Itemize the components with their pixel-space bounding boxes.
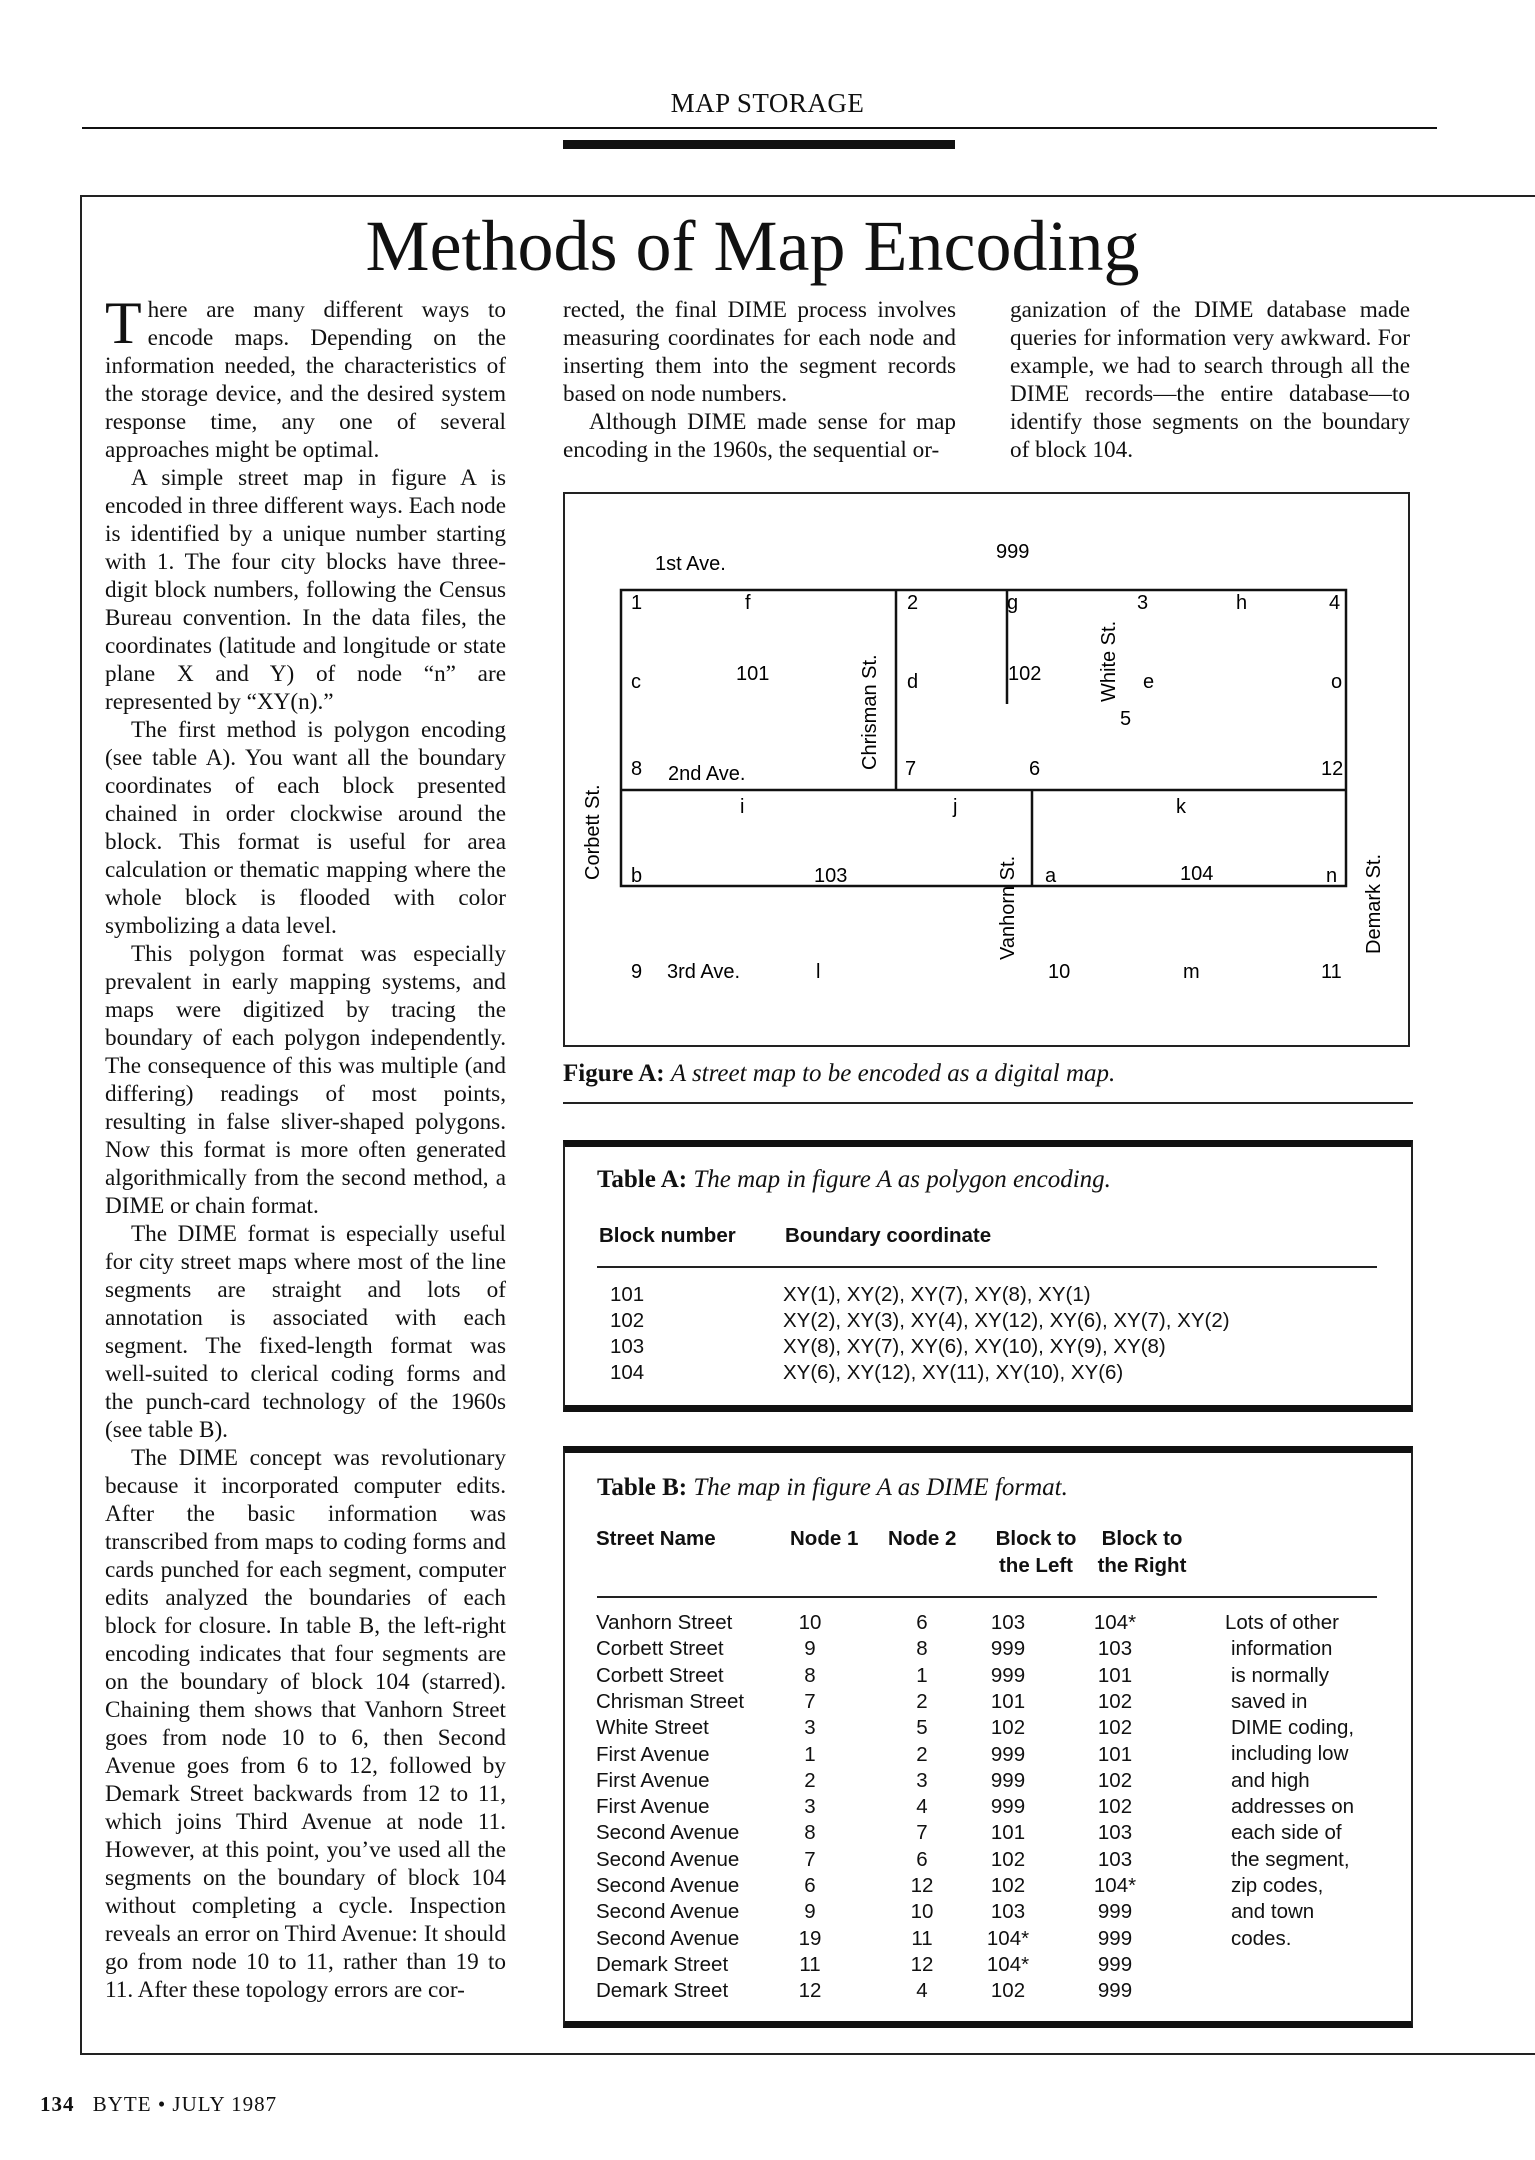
cell-value: 8 [804,1821,816,1845]
figure-a-caption [563,1060,1413,1088]
note-line: DIME coding, [1231,1716,1355,1740]
cell-value: 103 [1097,1821,1133,1845]
paragraph: rected, the final DIME process involves measuring coordinates for each node and inserting them into the segment records based on node numbers. [563,297,956,407]
cell-value: 103 [1097,1637,1133,1661]
block-101: 101 [736,663,770,685]
cell-street: White Street [596,1716,709,1740]
cell-value: 999 [1097,1952,1133,1976]
street-third-ave: 3rd Ave. [667,961,741,983]
table-row [783,1308,1230,1335]
cell-value: 6 [916,1611,928,1634]
cell-value: 4 [916,1795,928,1819]
note-line: and high [1231,1768,1310,1792]
cell-coords: XY(8), XY(7), XY(6), XY(10), XY(9), XY(8) [783,1335,1166,1358]
caption-text: A street map to be encoded as a digital map. [670,1060,1116,1087]
block-999: 999 [996,541,1030,563]
cell-block: 104 [610,1361,645,1384]
segment-g: g [1007,592,1019,614]
note-line: including low [1231,1742,1349,1766]
cell-value: 101 [990,1689,1026,1713]
block-104: 104 [1180,863,1214,885]
cell-value: 2 [804,1768,816,1792]
page-footer [40,2092,277,2117]
note-line: is normally [1231,1663,1329,1687]
cell-value: 2 [916,1742,928,1766]
box-bottom-line [80,2053,1535,2055]
cell-street: Demark Street [596,1979,729,2003]
cell-value: 103 [990,1900,1026,1924]
block-103: 103 [814,865,848,887]
cell-street: Vanhorn Street [596,1611,733,1634]
figure-caption-rule [563,1102,1413,1104]
table-b-header-street: Street Name [596,1527,716,1550]
table-b-header-node1: Node 1 [790,1527,859,1550]
cell-value: 12 [910,1874,934,1897]
cell-value: 8 [804,1663,816,1687]
paragraph-text: here are many different ways to encode maps. Depending on the information needed, the characteristics of the storage device, and the desired system response time, any one of several approaches might be optimal. [105,297,506,463]
cell-value: 10 [910,1900,934,1924]
cell-coords: XY(1), XY(2), XY(7), XY(8), XY(1) [783,1283,1091,1306]
paragraph: ganization of the DIME database made queries for information very awkward. For example, we had to search through all the DIME records—the entire database—to identify those segments on the boundary of block 104. [1010,297,1410,463]
table-a-header-rule [597,1266,1377,1268]
cell-value: 3 [804,1716,816,1740]
segment-h: h [1236,592,1248,614]
street-corbett: Corbett St. [582,784,604,880]
paragraph: This polygon format was especially prevalent in early mapping systems, and maps were digitized by tracing the boundary of each polygon independently. The consequence of this was multiple (and differing) readings of most points, resulting in false sliver-shaped polygons. Now this format is more often generated algorithmically from the second method, a DIME or chain format. [105,941,506,1219]
paragraph: A simple street map in figure A is encoded in three different ways. Each node is identified by a unique number starting with 1. The four city blocks have three-digit block numbers, following the Census Bureau convention. In the data files, the coordinates (latitude and longitude or state plane X and Y) of node “n” are represented by “XY(n).” [105,465,506,715]
page-number: 134 [40,2092,75,2116]
node-11: 11 [1321,961,1342,983]
cell-value: 9 [804,1637,816,1661]
table-row [610,1360,644,1387]
street-second-ave: 2nd Ave. [668,763,746,785]
paragraph: The DIME format is especially useful for city street maps where most of the line segments are straight and lots of annotation is associated with each segment. The fixed-length format was well-suited to clerical coding forms and the punch-card technology of the 1960s (see table B). [105,1221,506,1443]
cell-value: 7 [804,1847,816,1871]
article-title: Methods of Map Encoding [365,206,1140,286]
cell-street: Second Avenue [596,1874,740,1897]
running-header: MAP STORAGE [670,88,865,118]
paragraph: The DIME concept was revolutionary because it incorporated computer edits. After the basic information was transcribed from maps to coding forms and cards punched for each segment, computer edits analyzed the boundaries of each block for closure. In table B, the left-right encoding indicates that four segments are on the boundary of block 104 (starred). Chaining them shows that Vanhorn Street goes from node 10 to 6, then Second Avenue goes from 6 to 12, followed by Demark Street backwards from 12 to 11, which joins Third Avenue at node 11. However, at this point, you’ve used all the segments on the boundary of block 104 without completing a cycle. Inspection reveals an error on Third Avenue: It should go from node 10 to 11, rather than 19 to 11. After these topology errors are cor- [105,1445,506,2003]
street-vanhorn: Vanhorn St. [997,855,1019,960]
cell-value: 104* [1093,1874,1137,1897]
table-row [610,1308,644,1335]
cell-street: First Avenue [596,1768,710,1792]
article-column-1 [105,290,506,2004]
cell-street: Chrisman Street [596,1689,745,1713]
cell-street: Demark Street [596,1952,729,1976]
table-b-label: Table B: [597,1474,688,1501]
cell-value: 3 [804,1795,816,1819]
cell-value: 6 [804,1874,816,1897]
cell-value: 11 [799,1952,821,1976]
street-white: White St. [1098,620,1120,702]
street-demark: Demark St. [1363,853,1385,954]
cell-value: 9 [804,1900,816,1924]
cell-block: 102 [610,1309,645,1332]
cell-value: 102 [990,1979,1026,2003]
table-a-title [597,1166,1111,1194]
segment-a: a [1045,865,1057,887]
cell-value: 104* [986,1952,1030,1976]
drop-cap: T [105,290,142,356]
cell-street: Second Avenue [596,1926,740,1950]
cell-value: 101 [1097,1742,1133,1766]
table-row [610,1282,644,1309]
cell-street: First Avenue [596,1795,710,1819]
cell-value: 999 [990,1742,1026,1766]
paragraph: Although DIME made sense for map encoding in the 1960s, the sequential or- [563,409,956,463]
node-8: 8 [631,758,643,780]
node-7: 7 [905,758,917,780]
note-line: information [1231,1637,1333,1661]
cell-value: 7 [804,1689,816,1713]
cell-value: 999 [1097,1926,1133,1950]
segment-l: l [816,961,821,983]
cell-street: First Avenue [596,1742,710,1766]
article-column-2 [563,296,956,464]
cell-street: Second Avenue [596,1900,740,1924]
cell-value: 104* [986,1926,1030,1950]
cell-value: 102 [1097,1689,1133,1713]
cell-value: 999 [1097,1900,1133,1924]
table-b-caption: The map in figure A as DIME format. [693,1474,1068,1501]
cell-value: 999 [1097,1979,1133,2003]
cell-block: 101 [610,1283,645,1306]
map-outline [621,590,1346,886]
segment-d: d [907,671,919,693]
node-4: 4 [1329,592,1341,614]
cell-value: 102 [1097,1768,1133,1792]
cell-value: 101 [990,1821,1026,1845]
segment-e: e [1143,671,1155,693]
cell-block: 103 [610,1335,645,1358]
cell-value: 1 [916,1663,928,1687]
node-2: 2 [907,592,919,614]
segment-f: f [745,592,751,614]
cell-value: 2 [916,1689,928,1713]
header-rule-thick [563,140,955,149]
cell-value: 104* [1093,1611,1137,1634]
cell-value: 999 [990,1768,1026,1792]
node-6: 6 [1029,758,1041,780]
node-10: 10 [1048,961,1071,983]
cell-value: 101 [1097,1663,1133,1687]
cell-value: 999 [990,1663,1026,1687]
paragraph: The first method is polygon encoding (see table A). You want all the boundary coordinates of each block presented chained in order clockwise around the block. This format is useful for area calculation or thematic mapping where the whole block is flooded with color symbolizing a data level. [105,717,506,939]
cell-value: 19 [798,1926,822,1950]
street-map [563,492,1410,1047]
table-a-header-block: Block number [599,1224,736,1247]
segment-i: i [740,796,745,818]
table-b-header-left: Block to the Left [995,1527,1077,1577]
note-line: the segment, [1231,1847,1350,1871]
note-line: each side of [1231,1821,1342,1845]
note-line: codes. [1231,1926,1292,1950]
street-first-ave: 1st Ave. [655,553,726,575]
cell-value: 12 [910,1952,934,1976]
cell-value: 3 [916,1768,928,1792]
note-line: saved in [1231,1689,1308,1713]
table-row [783,1282,1091,1309]
table-a-label: Table A: [597,1166,688,1193]
cell-value: 103 [990,1611,1026,1634]
cell-value: 7 [916,1821,928,1845]
paragraph [105,290,506,464]
node-3: 3 [1137,592,1149,614]
cell-value: 102 [1097,1795,1133,1819]
segment-o: o [1331,671,1343,693]
segment-k: k [1176,796,1186,818]
cell-value: 102 [1097,1716,1133,1740]
segment-b: b [631,865,643,887]
cell-value: 999 [990,1637,1026,1661]
cell-value: 11 [911,1926,933,1950]
cell-value: 1 [804,1742,816,1766]
node-9: 9 [631,961,643,983]
street-chrisman: Chrisman St. [859,654,881,770]
segment-j: j [953,796,958,818]
note-line: and town [1231,1900,1315,1924]
table-row [783,1334,1166,1361]
cell-coords: XY(6), XY(12), XY(11), XY(10), XY(6) [783,1361,1124,1384]
cell-value: 102 [990,1874,1026,1897]
cell-value: 103 [1097,1847,1133,1871]
cell-street: Corbett Street [596,1637,724,1661]
cell-street: Second Avenue [596,1847,740,1871]
table-b-header-node2: Node 2 [888,1527,957,1550]
table-a-caption: The map in figure A as polygon encoding. [693,1166,1111,1193]
segment-m: m [1183,961,1200,983]
table-b-header-rule [597,1596,1377,1598]
table-row [610,1334,644,1361]
table-b-title [597,1474,1068,1502]
table-row [783,1360,1123,1387]
segment-c: c [631,671,641,693]
segment-n: n [1326,865,1338,887]
cell-coords: XY(2), XY(3), XY(4), XY(12), XY(6), XY(7), XY(2) [783,1309,1230,1332]
note-line: Lots of other [1225,1611,1339,1634]
cell-value: 102 [990,1847,1026,1871]
cell-value: 8 [916,1637,928,1661]
node-5: 5 [1120,708,1132,730]
cell-value: 999 [990,1795,1026,1819]
article-column-3 [1010,296,1410,464]
note-line: addresses on [1231,1795,1355,1819]
magazine-issue: BYTE • JULY 1987 [92,2092,278,2116]
cell-street: Second Avenue [596,1821,740,1845]
block-102: 102 [1008,663,1042,685]
cell-value: 12 [798,1979,822,2003]
table-b-header-right: Block to the Right [1097,1527,1187,1577]
cell-value: 6 [916,1847,928,1871]
cell-street: Corbett Street [596,1663,724,1687]
box-left-line [80,195,82,2055]
cell-value: 5 [916,1716,928,1740]
caption-label: Figure A: [563,1060,665,1087]
table-a-header-coord: Boundary coordinate [785,1224,992,1247]
node-12: 12 [1321,758,1344,780]
box-top-line [80,195,1535,197]
cell-value: 102 [990,1716,1026,1740]
cell-value: 4 [916,1979,928,2003]
note-line: zip codes, [1231,1873,1324,1897]
cell-value: 10 [798,1611,822,1634]
table-b-note [1225,1610,1354,1952]
header-rule-thin [82,127,1437,129]
node-1: 1 [631,592,643,614]
